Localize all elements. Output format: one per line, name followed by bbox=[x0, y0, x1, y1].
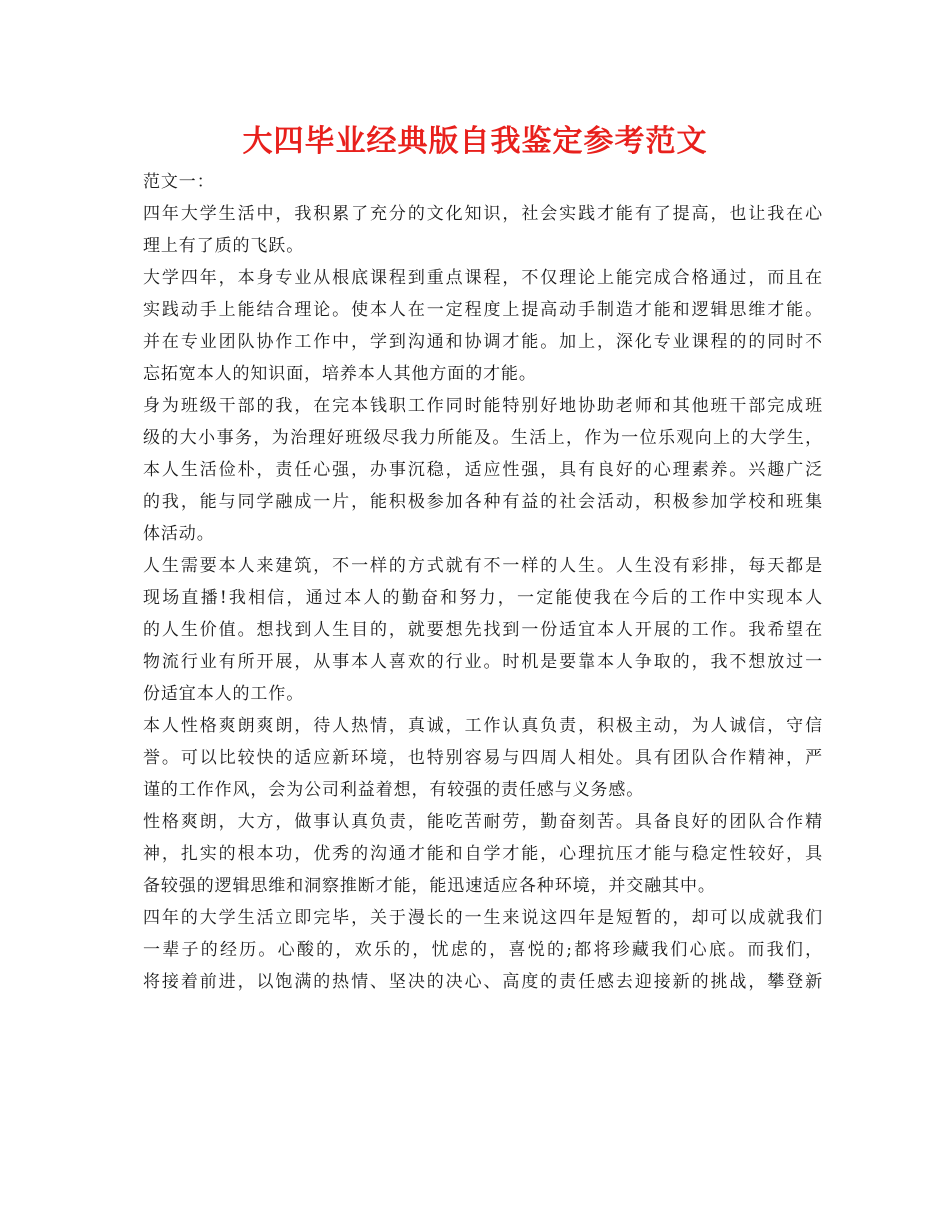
text-line: 的我，能与同学融成一片，能积极参加各种有益的社会活动，积极参加学校和班集 bbox=[143, 492, 823, 512]
text-line: 备较强的逻辑思维和洞察推断才能，能迅速适应各种环境，并交融其中。 bbox=[143, 876, 716, 896]
text-line: 忘拓宽本人的知识面，培养本人其他方面的才能。 bbox=[143, 364, 537, 384]
text-line: 一辈子的经历。心酸的，欢乐的，忧虑的，喜悦的;都将珍藏我们心底。而我们， bbox=[143, 940, 823, 960]
text-line: 本人性格爽朗爽朗，待人热情，真诚，工作认真负责，积极主动，为人诚信，守信 bbox=[143, 716, 823, 736]
text-line: 四年大学生活中，我积累了充分的文化知识，社会实践才能有了提高，也让我在心 bbox=[143, 204, 823, 224]
text-line: 理上有了质的飞跃。 bbox=[143, 236, 305, 256]
text-line: 级的大小事务，为治理好班级尽我力所能及。生活上，作为一位乐观向上的大学生， bbox=[143, 428, 823, 448]
text-line: 神，扎实的根本功，优秀的沟通才能和自学才能，心理抗压才能与稳定性较好，具 bbox=[143, 844, 823, 864]
text-line: 物流行业有所开展，从事本人喜欢的行业。时机是要靠本人争取的，我不想放过一 bbox=[143, 652, 823, 672]
text-line: 将接着前进，以饱满的热情、坚决的决心、高度的责任感去迎接新的挑战，攀登新 bbox=[143, 972, 823, 992]
text-line: 范文一： bbox=[143, 172, 215, 192]
text-line: 大学四年，本身专业从根底课程到重点课程，不仅理论上能完成合格通过，而且在 bbox=[143, 268, 823, 288]
text-line: 现场直播!我相信，通过本人的勤奋和努力，一定能使我在今后的工作中实现本人 bbox=[143, 588, 823, 608]
text-line: 实践动手上能结合理论。使本人在一定程度上提高动手制造才能和逻辑思维才能。 bbox=[143, 300, 823, 320]
document-title: 大四毕业经典版自我鉴定参考范文 bbox=[242, 124, 708, 159]
text-line: 体活动。 bbox=[143, 524, 215, 544]
text-line: 并在专业团队协作工作中，学到沟通和协调才能。加上，深化专业课程的的同时不 bbox=[143, 332, 823, 352]
text-line: 的人生价值。想找到人生目的，就要想先找到一份适宜本人开展的工作。我希望在 bbox=[143, 620, 823, 640]
text-line: 性格爽朗，大方，做事认真负责，能吃苦耐劳，勤奋刻苦。具备良好的团队合作精 bbox=[143, 812, 823, 832]
text-line: 四年的大学生活立即完毕，关于漫长的一生来说这四年是短暂的，却可以成就我们 bbox=[143, 908, 823, 928]
text-line: 人生需要本人来建筑，不一样的方式就有不一样的人生。人生没有彩排，每天都是 bbox=[143, 556, 823, 576]
text-line: 誉。可以比较快的适应新环境，也特别容易与四周人相处。具有团队合作精神，严 bbox=[143, 748, 823, 768]
text-line: 谨的工作作风，会为公司利益着想，有较强的责任感与义务感。 bbox=[143, 780, 645, 800]
document-body bbox=[143, 166, 823, 998]
text-line: 本人生活俭朴，责任心强，办事沉稳，适应性强，具有良好的心理素养。兴趣广泛 bbox=[143, 460, 823, 480]
text-line: 份适宜本人的工作。 bbox=[143, 684, 305, 704]
text-line: 身为班级干部的我，在完本钱职工作同时能特别好地协助老师和其他班干部完成班 bbox=[143, 396, 823, 416]
